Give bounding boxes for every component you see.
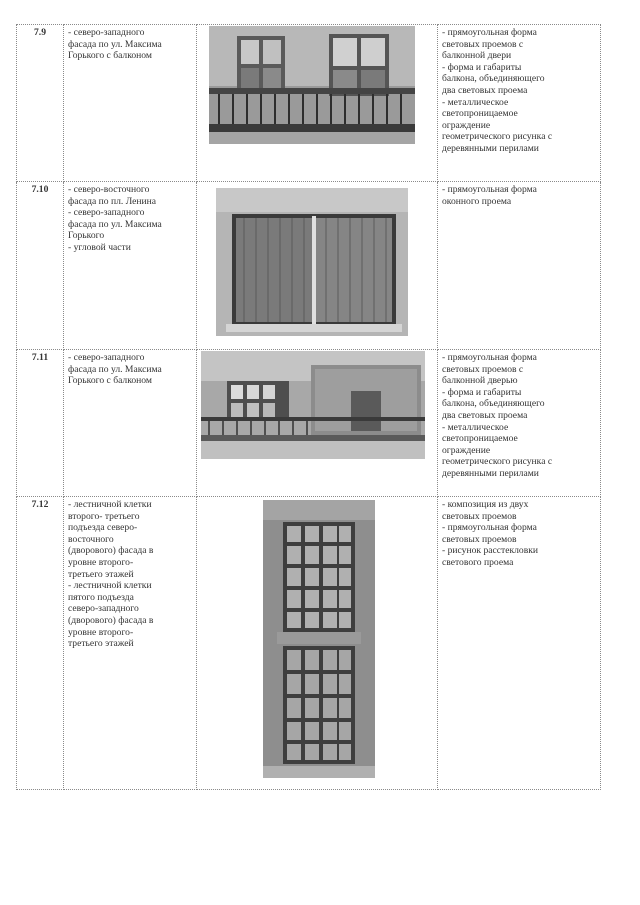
- feature-line: геометрического рисунка с: [442, 456, 553, 468]
- location-line: подъезда северо-: [68, 522, 138, 534]
- window-photo: [216, 188, 408, 336]
- location-line: пятого подъезда: [68, 591, 134, 603]
- location-cell: [64, 497, 197, 790]
- feature-line: светопроницаемое: [442, 433, 518, 445]
- location-line: - лестничной клетки: [68, 499, 152, 510]
- feature-line: балконной дверью: [442, 375, 518, 387]
- feature-line: - прямоугольная форма: [442, 522, 537, 534]
- feature-line: светопроницаемое: [442, 108, 518, 120]
- location-line: - северо-восточного: [68, 184, 150, 195]
- location-line: - северо-западного: [68, 352, 145, 363]
- row-number: 7.11: [17, 350, 64, 497]
- table-row: [17, 25, 601, 182]
- feature-line: два световых проема: [442, 84, 528, 96]
- location-line: третьего этажей: [68, 638, 134, 650]
- feature-line: ограждение: [442, 119, 491, 131]
- photo-cell: [197, 350, 438, 497]
- feature-line: - прямоугольная форма: [442, 352, 537, 363]
- location-line: фасада по ул. Максима: [68, 363, 162, 375]
- stairwell-window-photo: [263, 500, 375, 778]
- location-line: (дворового) фасада в: [68, 614, 154, 626]
- location-line: третьего этажей: [68, 568, 134, 580]
- feature-line: - композиция из двух: [442, 499, 529, 510]
- feature-line: деревянными перилами: [442, 142, 539, 154]
- location-line: второго- третьего: [68, 510, 140, 522]
- features-cell: [438, 182, 601, 350]
- location-line: - северо-западного: [68, 207, 145, 219]
- feature-line: световых проемов: [442, 510, 517, 522]
- location-cell: [64, 182, 197, 350]
- row-number: 7.9: [17, 25, 64, 182]
- location-line: - угловой части: [68, 241, 131, 253]
- feature-line: - металлическое: [442, 96, 509, 108]
- features-cell: [438, 497, 601, 790]
- location-line: восточного: [68, 533, 114, 545]
- feature-line: световых проемов с: [442, 363, 524, 375]
- photo-cell: [197, 497, 438, 790]
- table-row: [17, 350, 601, 497]
- feature-line: балконной двери: [442, 50, 512, 62]
- location-line: фасада по ул. Максима: [68, 38, 162, 50]
- balcony-glazed-photo: [201, 351, 425, 459]
- location-line: - северо-западного: [68, 27, 145, 38]
- location-line: Горького с балконом: [68, 50, 152, 62]
- feature-line: деревянными перилами: [442, 467, 539, 479]
- feature-line: - рисунок расстекловки: [442, 545, 539, 557]
- feature-line: световых проемов с: [442, 38, 524, 50]
- feature-line: балкона, объединяющего: [442, 73, 545, 85]
- features-cell: [438, 25, 601, 182]
- table-row: [17, 182, 601, 350]
- feature-line: балкона, объединяющего: [442, 398, 545, 410]
- feature-line: - форма и габариты: [442, 61, 522, 73]
- feature-line: ограждение: [442, 444, 491, 456]
- feature-line: световых проемов: [442, 533, 517, 545]
- location-cell: [64, 350, 197, 497]
- feature-line: оконного проема: [442, 195, 512, 207]
- feature-line: - прямоугольная форма: [442, 27, 537, 38]
- location-line: - лестничной клетки: [68, 580, 152, 592]
- location-line: уровне второго-: [68, 626, 134, 638]
- photo-cell: [197, 182, 438, 350]
- feature-line: светового проема: [442, 556, 514, 568]
- location-line: (дворового) фасада в: [68, 545, 154, 557]
- feature-line: геометрического рисунка с: [442, 131, 553, 143]
- location-line: фасада по ул. Максима: [68, 218, 162, 230]
- feature-line: - металлическое: [442, 421, 509, 433]
- feature-line: - прямоугольная форма: [442, 184, 537, 195]
- feature-line: - форма и габариты: [442, 386, 522, 398]
- features-table: [16, 24, 601, 790]
- row-number: 7.10: [17, 182, 64, 350]
- table-row: [17, 497, 601, 790]
- location-cell: [64, 25, 197, 182]
- feature-line: два световых проема: [442, 409, 528, 421]
- location-line: северо-западного: [68, 603, 139, 615]
- row-number: 7.12: [17, 497, 64, 790]
- location-line: уровне второго-: [68, 556, 134, 568]
- location-line: фасада по пл. Ленина: [68, 195, 157, 207]
- location-line: Горького: [68, 230, 105, 242]
- photo-cell: [197, 25, 438, 182]
- balcony-photo: [209, 26, 415, 144]
- features-cell: [438, 350, 601, 497]
- location-line: Горького с балконом: [68, 375, 152, 387]
